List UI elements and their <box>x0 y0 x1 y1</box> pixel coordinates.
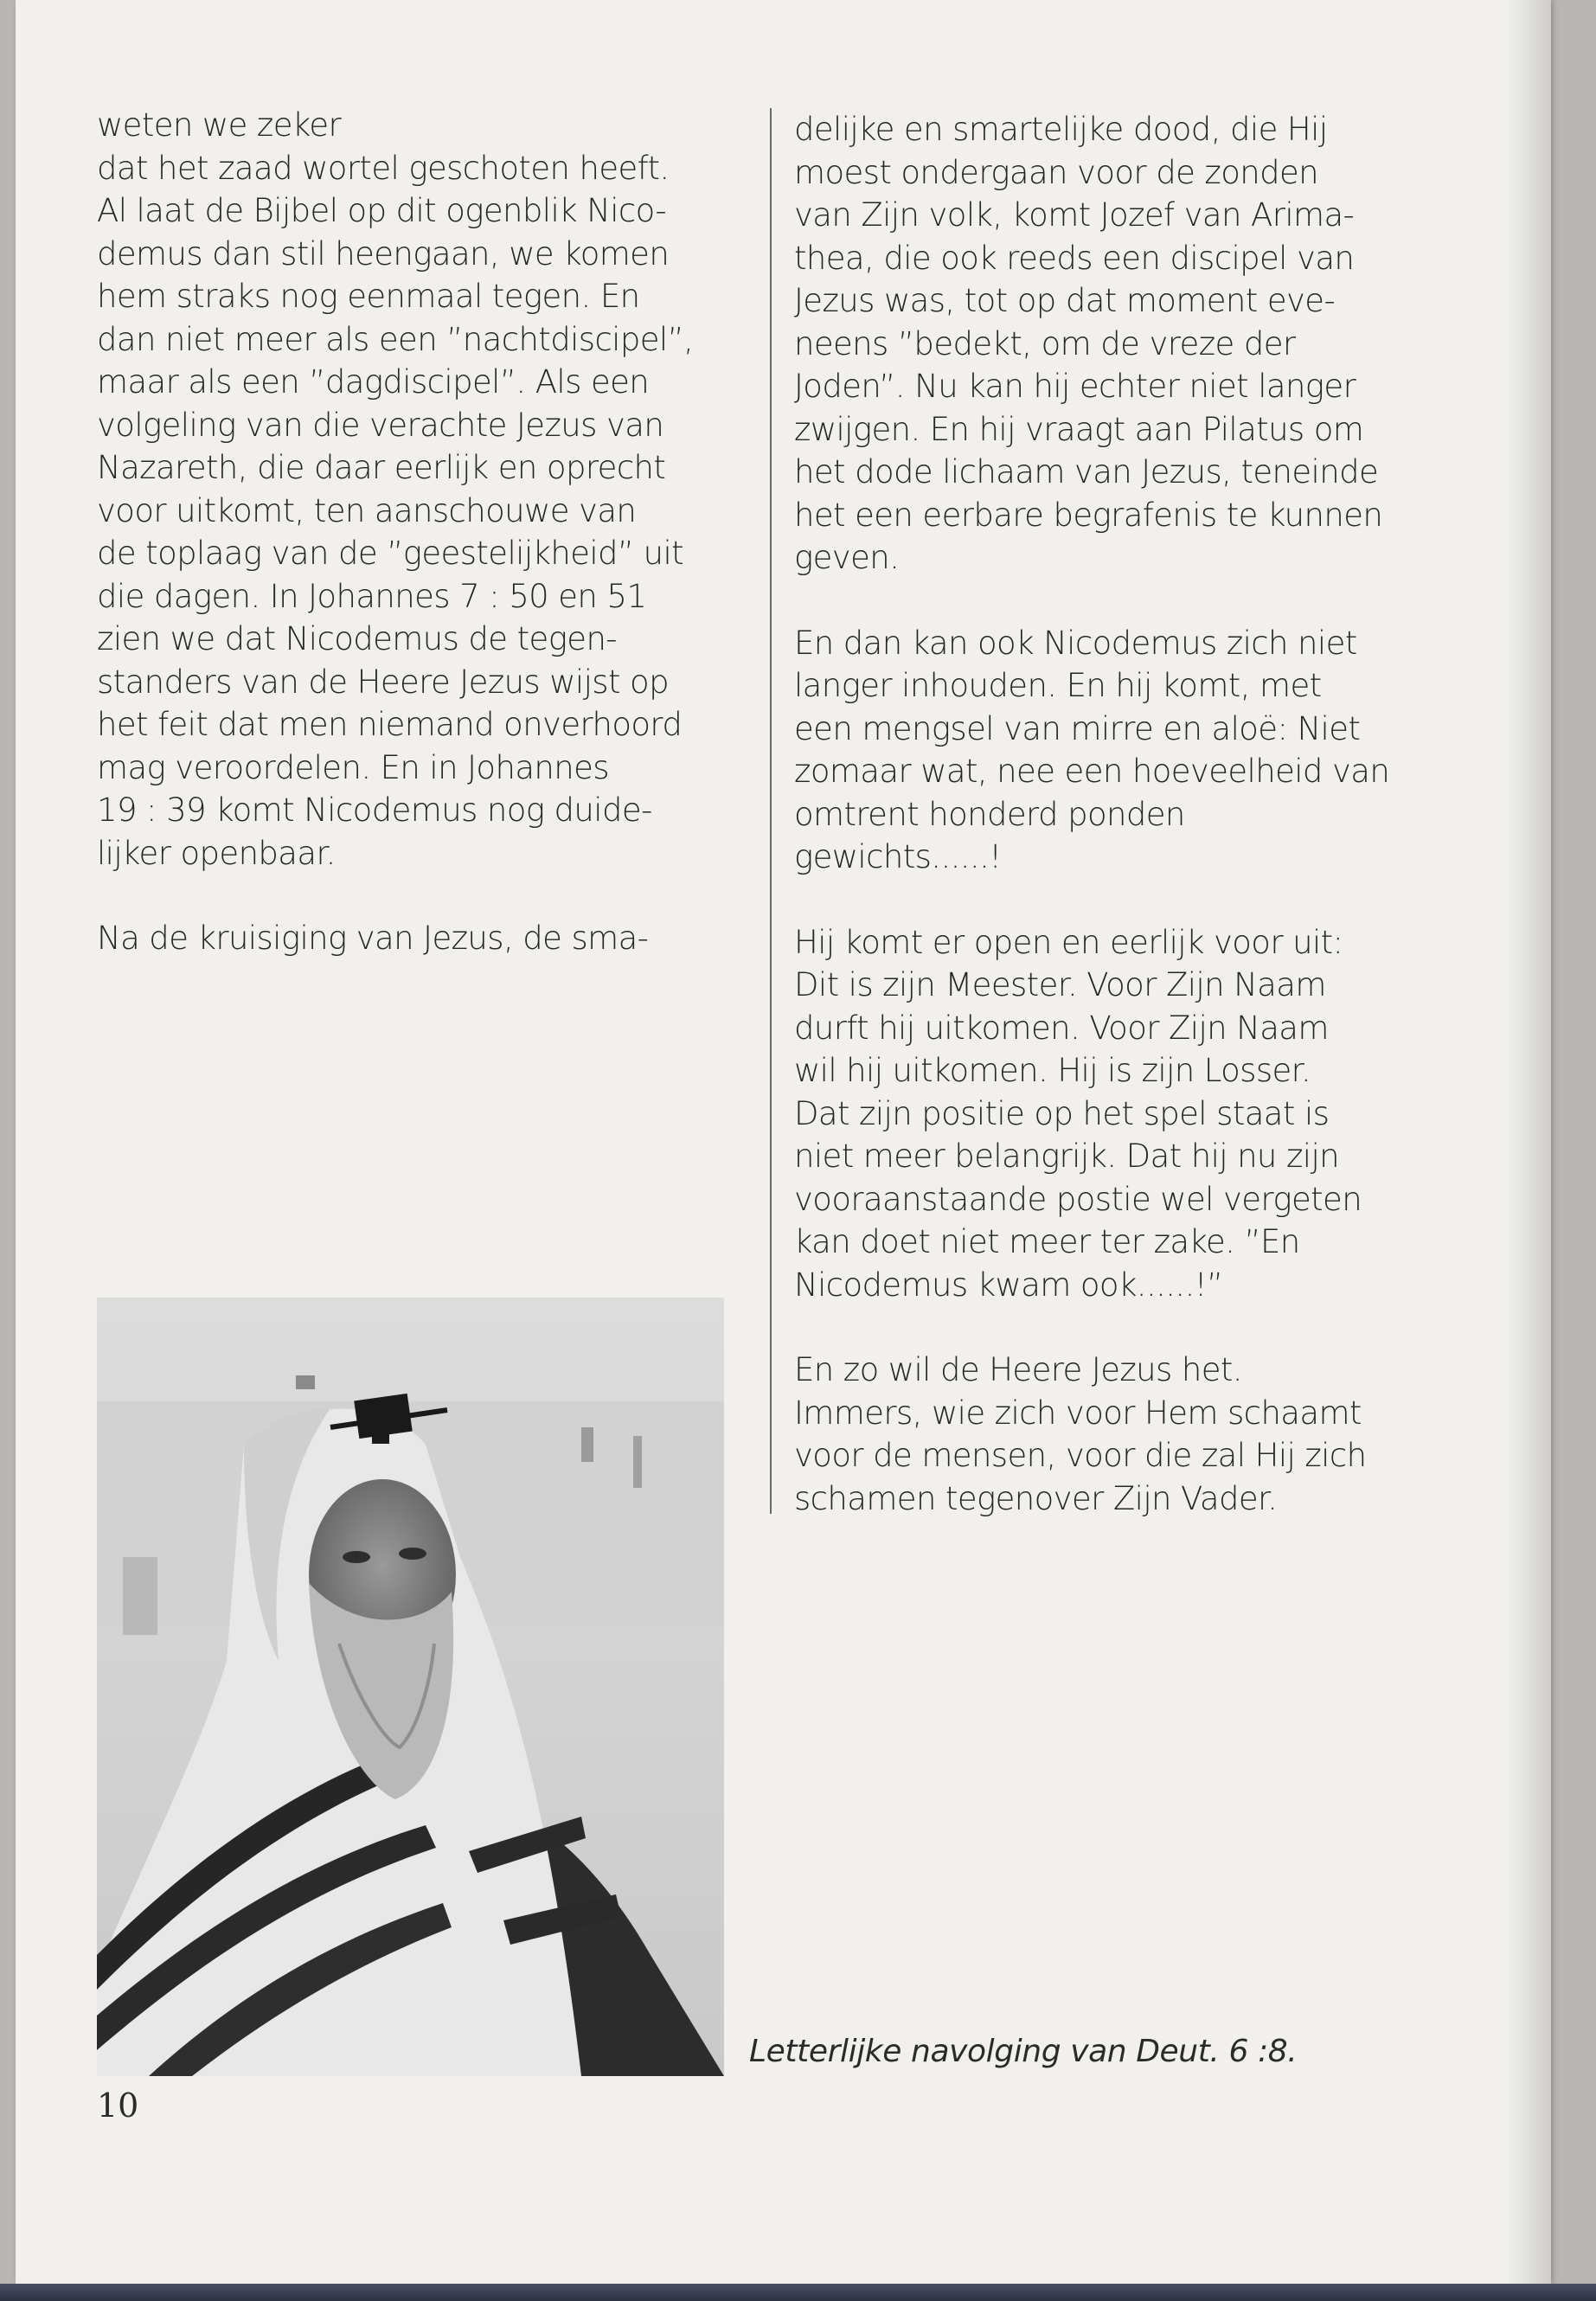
right-column <box>794 108 1434 1520</box>
text-line: hem straks nog eenmaal tegen. En <box>97 278 640 315</box>
text-line: demus dan stil heengaan, we komen <box>97 234 670 272</box>
text-line: die dagen. In Johannes 7 : 50 en 51 <box>97 577 647 615</box>
text-line: standers van de Heere Jezus wijst op <box>97 663 669 701</box>
text-line: mag veroordelen. En in Johannes <box>97 748 609 786</box>
text-line: Hij komt er open en eerlijk voor uit: <box>794 923 1343 961</box>
text-line: omtrent honderd ponden <box>794 795 1185 833</box>
text-line: Nicodemus kwam ook......!” <box>794 1266 1223 1304</box>
page-number: 10 <box>97 2086 139 2125</box>
text-line: het feit dat men niemand onverhoord <box>97 706 683 743</box>
text-line: En zo wil de Heere Jezus het. <box>794 1351 1242 1388</box>
photo-illustration <box>97 1298 724 2076</box>
text-line: zomaar wat, nee een hoeveelheid van <box>794 753 1390 790</box>
text-line: delijke en smartelijke dood, die Hij <box>794 111 1328 148</box>
text-line: Nazareth, die daar eerlijk en oprecht <box>97 449 666 486</box>
left-column <box>97 104 737 960</box>
paragraph-gap <box>794 879 1434 921</box>
photo-caption: Letterlijke navolging van Deut. 6 :8. <box>749 2034 1298 2069</box>
text-line: dat het zaad wortel geschoten heeft. <box>97 149 670 187</box>
text-line: gewichts......! <box>794 838 1002 875</box>
text-line: Joden”. Nu kan hij echter niet langer <box>794 368 1356 405</box>
text-line: zien we dat Nicodemus de tegen- <box>97 620 618 657</box>
text-line: En dan kan ook Nicodemus zich niet <box>794 624 1357 662</box>
text-line: geven. <box>794 539 900 576</box>
text-line: Jezus was, tot op dat moment eve- <box>794 282 1336 319</box>
text-line: voor de mensen, voor die zal Hij zich <box>794 1437 1367 1474</box>
text-line: het een eerbare begrafenis te kunnen <box>794 496 1383 534</box>
text-line: neens ”bedekt, om de vreze der <box>794 324 1296 362</box>
text-line: niet meer belangrijk. Dat hij nu zijn <box>794 1138 1339 1175</box>
photo-man-with-tefillin <box>97 1298 724 2076</box>
paragraph-gap <box>794 580 1434 622</box>
text-line: van Zijn volk, komt Jozef van Arima- <box>794 196 1355 234</box>
text-line: zwijgen. En hij vraagt aan Pilatus om <box>794 410 1364 448</box>
text-line: schamen tegenover Zijn Vader. <box>794 1479 1278 1517</box>
text-line: de toplaag van de ”geestelijkheid” uit <box>97 535 684 572</box>
text-line: voor uitkomt, ten aanschouwe van <box>97 491 637 529</box>
text-line: volgeling van die verachte Jezus van <box>97 406 664 444</box>
text-line: het dode lichaam van Jezus, teneinde <box>794 453 1379 490</box>
paragraph-gap <box>794 1306 1434 1349</box>
text-line: wil hij uitkomen. Hij is zijn Losser. <box>794 1052 1311 1089</box>
text-line: moest ondergaan voor de zonden <box>794 153 1319 191</box>
text-line: Immers, wie zich voor Hem schaamt <box>794 1394 1362 1432</box>
text-line: een mengsel van mirre en aloë: Niet <box>794 709 1361 747</box>
text-line: thea, die ook reeds een discipel van <box>794 239 1355 277</box>
text-line: durft hij uitkomen. Voor Zijn Naam <box>794 1009 1329 1047</box>
text-line: vooraanstaande postie wel vergeten <box>794 1180 1362 1218</box>
paragraph-gap <box>97 875 737 917</box>
text-line: Dit is zijn Meester. Voor Zijn Naam <box>794 966 1326 1003</box>
text-line: langer inhouden. En hij komt, met <box>794 667 1322 704</box>
scan-bottom-band <box>0 2284 1596 2301</box>
text-line: Na de kruisiging van Jezus, de sma- <box>97 920 649 957</box>
text-line: Dat zijn positie op het spel staat is <box>794 1094 1330 1132</box>
page-edge-shadow <box>1506 0 1551 2284</box>
text-line: weten we zeker <box>97 106 342 144</box>
text-line: maar als een ”dagdiscipel”. Als een <box>97 363 650 401</box>
text-line: dan niet meer als een ”nachtdiscipel”, <box>97 320 694 358</box>
text-line: lijker openbaar. <box>97 834 336 872</box>
text-line: kan doet niet meer ter zake. ”En <box>794 1223 1300 1260</box>
text-line: Al laat de Bijbel op dit ogenblik Nico- <box>97 192 667 229</box>
column-divider <box>770 108 772 1514</box>
text-line: 19 : 39 komt Nicodemus nog duide- <box>97 792 652 829</box>
